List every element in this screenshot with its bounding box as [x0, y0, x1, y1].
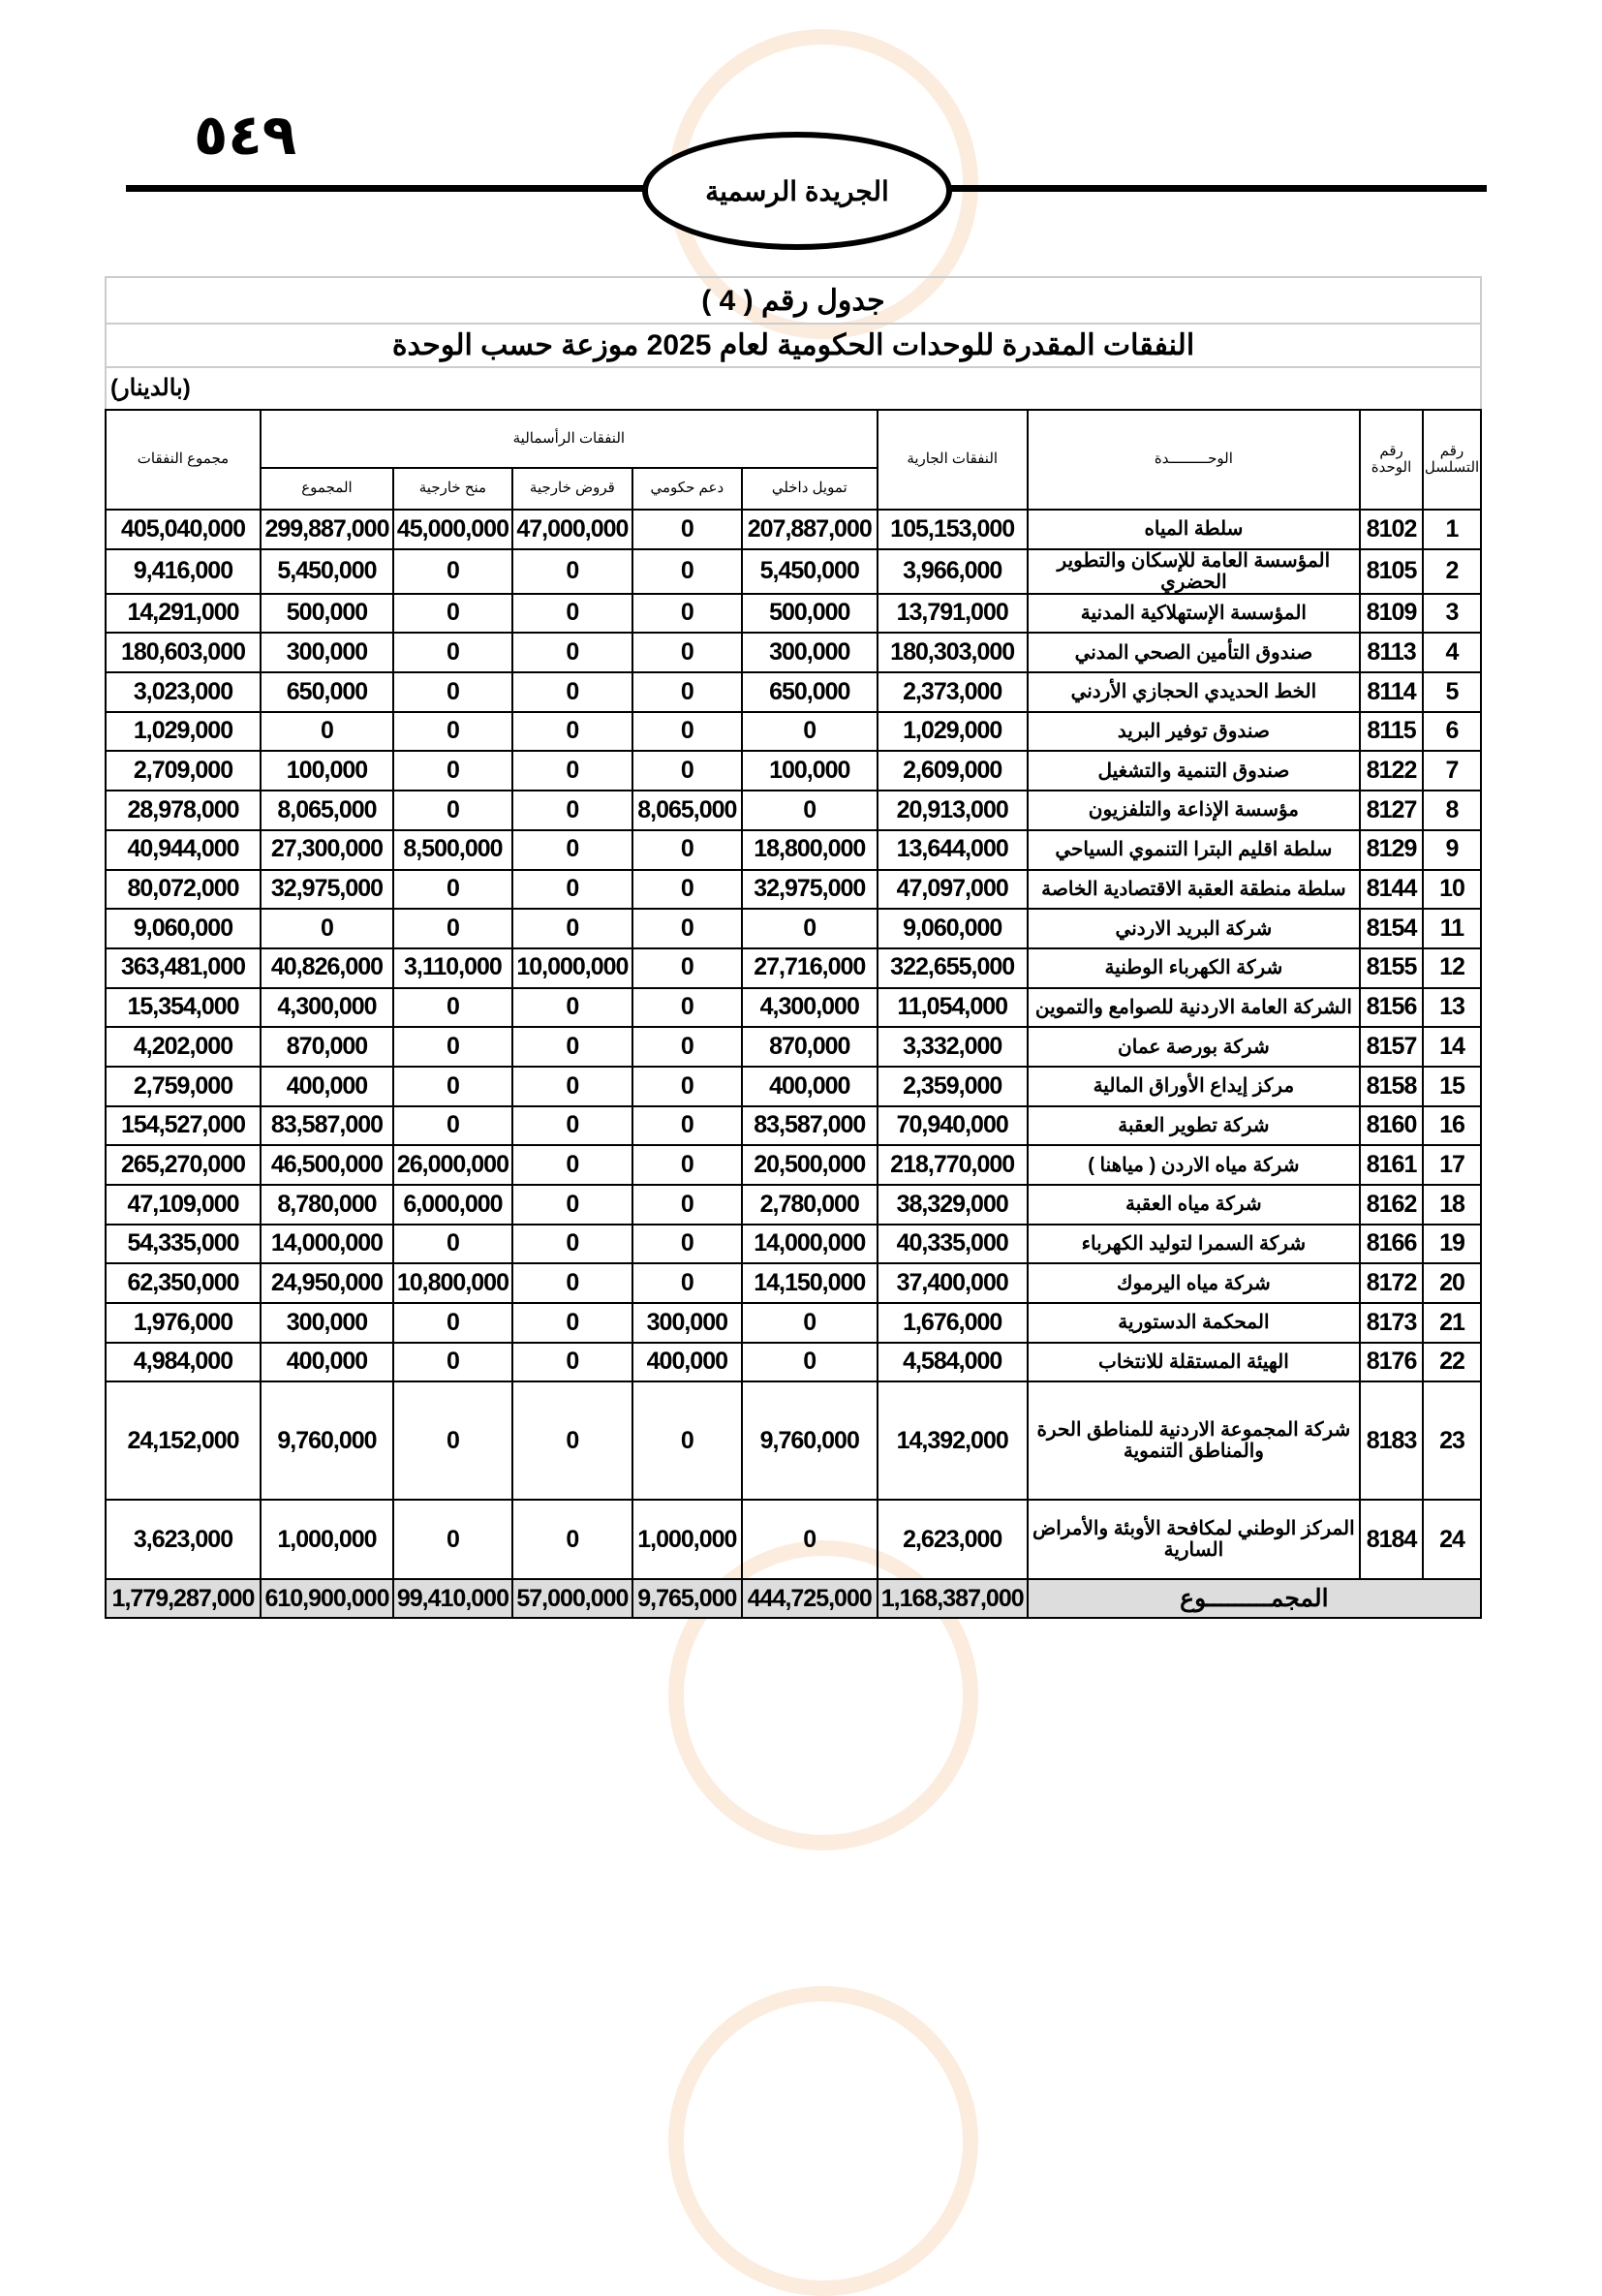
cell-unit-name: مركز إيداع الأوراق المالية: [1028, 1067, 1360, 1106]
cell-gov-support: 0: [632, 988, 742, 1028]
cell-total: 9,060,000: [106, 909, 261, 948]
cell-unit-name: المحكمة الدستورية: [1028, 1303, 1360, 1343]
header-foreign-loans: قروض خارجية: [512, 468, 632, 510]
cell-foreign-grants: 0: [393, 791, 512, 830]
header-total: مجموع النفقات: [106, 410, 261, 510]
cell-foreign-loans: 10,000,000: [512, 948, 632, 988]
totals-gov-support: 9,765,000: [632, 1579, 742, 1618]
cell-foreign-grants: 0: [393, 1027, 512, 1067]
cell-foreign-grants: 0: [393, 1343, 512, 1382]
cell-gov-support: 0: [632, 1106, 742, 1146]
cell-foreign-loans: 0: [512, 672, 632, 712]
expenditure-table: [105, 276, 1482, 1619]
cell-total: 363,481,000: [106, 948, 261, 988]
cell-foreign-grants: 26,000,000: [393, 1145, 512, 1185]
cell-current: 14,392,000: [878, 1381, 1028, 1500]
cell-gov-support: 0: [632, 1263, 742, 1303]
cell-cap-total: 299,887,000: [261, 510, 393, 549]
cell-domestic: 14,150,000: [742, 1263, 878, 1303]
cell-unit-name: شركة مياه العقبة: [1028, 1185, 1360, 1225]
cell-total: 2,759,000: [106, 1067, 261, 1106]
cell-foreign-grants: 0: [393, 1067, 512, 1106]
cell-cap-total: 400,000: [261, 1067, 393, 1106]
cell-current: 47,097,000: [878, 870, 1028, 910]
cell-foreign-loans: 0: [512, 988, 632, 1028]
cell-current: 218,770,000: [878, 1145, 1028, 1185]
cell-foreign-loans: 0: [512, 1225, 632, 1264]
cell-cap-total: 100,000: [261, 751, 393, 791]
cell-unit-no: 8102: [1360, 510, 1423, 549]
cell-serial: 9: [1423, 830, 1481, 870]
cell-current: 1,676,000: [878, 1303, 1028, 1343]
cell-cap-total: 24,950,000: [261, 1263, 393, 1303]
cell-gov-support: 0: [632, 672, 742, 712]
cell-foreign-grants: 0: [393, 1225, 512, 1264]
cell-foreign-grants: 0: [393, 909, 512, 948]
cell-domestic: 0: [742, 791, 878, 830]
cell-total: 3,023,000: [106, 672, 261, 712]
cell-serial: 13: [1423, 988, 1481, 1028]
page-number: ٥٤٩: [194, 102, 297, 168]
cell-total: 2,709,000: [106, 751, 261, 791]
cell-current: 322,655,000: [878, 948, 1028, 988]
cell-unit-no: 8162: [1360, 1185, 1423, 1225]
cell-domestic: 0: [742, 1343, 878, 1382]
cell-unit-no: 8156: [1360, 988, 1423, 1028]
cell-current: 20,913,000: [878, 791, 1028, 830]
cell-total: 154,527,000: [106, 1106, 261, 1146]
cell-foreign-loans: 0: [512, 1263, 632, 1303]
cell-domestic: 18,800,000: [742, 830, 878, 870]
table-row: [106, 633, 1481, 672]
cell-unit-no: 8172: [1360, 1263, 1423, 1303]
cell-serial: 14: [1423, 1027, 1481, 1067]
cell-domestic: 32,975,000: [742, 870, 878, 910]
cell-total: 62,350,000: [106, 1263, 261, 1303]
cell-serial: 18: [1423, 1185, 1481, 1225]
cell-unit-no: 8158: [1360, 1067, 1423, 1106]
cell-current: 3,332,000: [878, 1027, 1028, 1067]
cell-gov-support: 0: [632, 830, 742, 870]
header-current: النفقات الجارية: [878, 410, 1028, 510]
cell-unit-name: شركة المجموعة الاردنية للمناطق الحرة والمناطق التنموية: [1028, 1381, 1360, 1500]
cell-serial: 12: [1423, 948, 1481, 988]
cell-unit-no: 8173: [1360, 1303, 1423, 1343]
cell-current: 105,153,000: [878, 510, 1028, 549]
cell-foreign-grants: 0: [393, 1500, 512, 1579]
cell-unit-no: 8115: [1360, 712, 1423, 752]
cell-cap-total: 14,000,000: [261, 1225, 393, 1264]
cell-current: 37,400,000: [878, 1263, 1028, 1303]
cell-current: 40,335,000: [878, 1225, 1028, 1264]
table-row: [106, 988, 1481, 1028]
cell-current: 2,609,000: [878, 751, 1028, 791]
table-row: [106, 510, 1481, 549]
cell-serial: 5: [1423, 672, 1481, 712]
cell-foreign-grants: 10,800,000: [393, 1263, 512, 1303]
cell-serial: 11: [1423, 909, 1481, 948]
cell-foreign-loans: 0: [512, 594, 632, 634]
table-row: [106, 751, 1481, 791]
cell-gov-support: 0: [632, 712, 742, 752]
cell-current: 70,940,000: [878, 1106, 1028, 1146]
cell-unit-no: 8166: [1360, 1225, 1423, 1264]
cell-unit-name: الخط الحديدي الحجازي الأردني: [1028, 672, 1360, 712]
cell-serial: 4: [1423, 633, 1481, 672]
cell-cap-total: 5,450,000: [261, 549, 393, 594]
cell-unit-no: 8114: [1360, 672, 1423, 712]
cell-current: 2,359,000: [878, 1067, 1028, 1106]
cell-domestic: 14,000,000: [742, 1225, 878, 1264]
cell-gov-support: 1,000,000: [632, 1500, 742, 1579]
cell-total: 54,335,000: [106, 1225, 261, 1264]
cell-domestic: 20,500,000: [742, 1145, 878, 1185]
cell-foreign-loans: 0: [512, 1303, 632, 1343]
cell-serial: 19: [1423, 1225, 1481, 1264]
cell-unit-name: مؤسسة الإذاعة والتلفزيون: [1028, 791, 1360, 830]
cell-serial: 1: [1423, 510, 1481, 549]
cell-foreign-grants: 0: [393, 633, 512, 672]
header-capital: النفقات الرأسمالية: [261, 410, 878, 468]
cell-gov-support: 0: [632, 1225, 742, 1264]
cell-gov-support: 8,065,000: [632, 791, 742, 830]
cell-serial: 3: [1423, 594, 1481, 634]
cell-cap-total: 1,000,000: [261, 1500, 393, 1579]
table-row: [106, 1225, 1481, 1264]
cell-serial: 17: [1423, 1145, 1481, 1185]
cell-cap-total: 300,000: [261, 1303, 393, 1343]
cell-unit-name: صندوق التنمية والتشغيل: [1028, 751, 1360, 791]
watermark-clock: [668, 1986, 978, 2296]
cell-gov-support: 0: [632, 633, 742, 672]
cell-gov-support: 0: [632, 1185, 742, 1225]
cell-total: 180,603,000: [106, 633, 261, 672]
cell-gov-support: 0: [632, 510, 742, 549]
cell-unit-no: 8127: [1360, 791, 1423, 830]
cell-serial: 23: [1423, 1381, 1481, 1500]
table-row: [106, 1381, 1481, 1500]
cell-gov-support: 400,000: [632, 1343, 742, 1382]
cell-cap-total: 0: [261, 909, 393, 948]
cell-current: 38,329,000: [878, 1185, 1028, 1225]
cell-unit-name: سلطة اقليم البترا التنموي السياحي: [1028, 830, 1360, 870]
table-row: [106, 1263, 1481, 1303]
cell-serial: 6: [1423, 712, 1481, 752]
cell-serial: 22: [1423, 1343, 1481, 1382]
cell-domestic: 27,716,000: [742, 948, 878, 988]
totals-cap-total: 610,900,000: [261, 1579, 393, 1618]
totals-current: 1,168,387,000: [878, 1579, 1028, 1618]
cell-foreign-loans: 0: [512, 791, 632, 830]
table-row: [106, 909, 1481, 948]
cell-total: 4,202,000: [106, 1027, 261, 1067]
cell-current: 2,623,000: [878, 1500, 1028, 1579]
cell-cap-total: 46,500,000: [261, 1145, 393, 1185]
cell-unit-name: شركة تطوير العقبة: [1028, 1106, 1360, 1146]
cell-unit-no: 8113: [1360, 633, 1423, 672]
cell-gov-support: 0: [632, 594, 742, 634]
cell-cap-total: 0: [261, 712, 393, 752]
table-row: [106, 1500, 1481, 1579]
cell-total: 405,040,000: [106, 510, 261, 549]
cell-current: 13,791,000: [878, 594, 1028, 634]
cell-foreign-loans: 0: [512, 1185, 632, 1225]
cell-unit-no: 8154: [1360, 909, 1423, 948]
table-row: [106, 1343, 1481, 1382]
cell-unit-no: 8122: [1360, 751, 1423, 791]
cell-foreign-loans: 47,000,000: [512, 510, 632, 549]
cell-current: 11,054,000: [878, 988, 1028, 1028]
cell-foreign-loans: 0: [512, 1381, 632, 1500]
cell-unit-no: 8176: [1360, 1343, 1423, 1382]
cell-total: 9,416,000: [106, 549, 261, 594]
cell-foreign-loans: 0: [512, 1067, 632, 1106]
cell-foreign-grants: 3,110,000: [393, 948, 512, 988]
cell-unit-no: 8160: [1360, 1106, 1423, 1146]
currency-unit: (بالدينار): [106, 367, 1481, 410]
totals-total: 1,779,287,000: [106, 1579, 261, 1618]
cell-cap-total: 500,000: [261, 594, 393, 634]
cell-serial: 7: [1423, 751, 1481, 791]
cell-total: 24,152,000: [106, 1381, 261, 1500]
cell-domestic: 9,760,000: [742, 1381, 878, 1500]
cell-foreign-grants: 45,000,000: [393, 510, 512, 549]
table-title: النفقات المقدرة للوحدات الحكومية لعام 2025 موزعة حسب الوحدة: [106, 324, 1481, 367]
cell-serial: 2: [1423, 549, 1481, 594]
header-domestic: تمويل داخلي: [742, 468, 878, 510]
cell-gov-support: 0: [632, 1381, 742, 1500]
cell-domestic: 100,000: [742, 751, 878, 791]
cell-total: 1,976,000: [106, 1303, 261, 1343]
cell-cap-total: 400,000: [261, 1343, 393, 1382]
cell-unit-name: الشركة العامة الاردنية للصوامع والتموين: [1028, 988, 1360, 1028]
cell-current: 3,966,000: [878, 549, 1028, 594]
cell-unit-name: شركة مياه الاردن ( مياهنا ): [1028, 1145, 1360, 1185]
table-label: جدول رقم ( 4 ): [106, 277, 1481, 324]
cell-foreign-grants: 0: [393, 594, 512, 634]
cell-foreign-loans: 0: [512, 909, 632, 948]
cell-unit-name: سلطة المياه: [1028, 510, 1360, 549]
table-row: [106, 672, 1481, 712]
cell-unit-no: 8155: [1360, 948, 1423, 988]
cell-foreign-loans: 0: [512, 1500, 632, 1579]
cell-foreign-loans: 0: [512, 633, 632, 672]
cell-cap-total: 870,000: [261, 1027, 393, 1067]
cell-domestic: 5,450,000: [742, 549, 878, 594]
cell-unit-no: 8109: [1360, 594, 1423, 634]
table-row: [106, 1106, 1481, 1146]
cell-foreign-loans: 0: [512, 870, 632, 910]
cell-foreign-loans: 0: [512, 1145, 632, 1185]
cell-domestic: 0: [742, 1303, 878, 1343]
cell-domestic: 0: [742, 712, 878, 752]
cell-cap-total: 9,760,000: [261, 1381, 393, 1500]
cell-domestic: 500,000: [742, 594, 878, 634]
cell-cap-total: 8,780,000: [261, 1185, 393, 1225]
cell-foreign-loans: 0: [512, 712, 632, 752]
cell-gov-support: 0: [632, 549, 742, 594]
cell-unit-no: 8129: [1360, 830, 1423, 870]
cell-unit-name: المركز الوطني لمكافحة الأوبئة والأمراض السارية: [1028, 1500, 1360, 1579]
cell-unit-name: صندوق توفير البريد: [1028, 712, 1360, 752]
cell-foreign-grants: 0: [393, 672, 512, 712]
table-row: [106, 791, 1481, 830]
cell-unit-no: 8183: [1360, 1381, 1423, 1500]
cell-unit-name: شركة الكهرباء الوطنية: [1028, 948, 1360, 988]
cell-gov-support: 0: [632, 1027, 742, 1067]
table-row: [106, 870, 1481, 910]
cell-total: 28,978,000: [106, 791, 261, 830]
cell-cap-total: 32,975,000: [261, 870, 393, 910]
cell-foreign-grants: 0: [393, 549, 512, 594]
cell-total: 15,354,000: [106, 988, 261, 1028]
table-row: [106, 1303, 1481, 1343]
totals-label: المجمـــــــــوع: [1028, 1579, 1481, 1618]
table-row: [106, 1027, 1481, 1067]
cell-foreign-grants: 0: [393, 1106, 512, 1146]
totals-domestic: 444,725,000: [742, 1579, 878, 1618]
cell-total: 4,984,000: [106, 1343, 261, 1382]
cell-domestic: 0: [742, 909, 878, 948]
totals-foreign-loans: 57,000,000: [512, 1579, 632, 1618]
header-foreign-grants: منح خارجية: [393, 468, 512, 510]
cell-domestic: 2,780,000: [742, 1185, 878, 1225]
table-row: [106, 830, 1481, 870]
cell-foreign-grants: 0: [393, 1381, 512, 1500]
cell-foreign-loans: 0: [512, 1343, 632, 1382]
cell-serial: 21: [1423, 1303, 1481, 1343]
cell-domestic: 650,000: [742, 672, 878, 712]
header-unit-no: رقم الوحدة: [1360, 410, 1423, 510]
cell-foreign-grants: 8,500,000: [393, 830, 512, 870]
cell-total: 265,270,000: [106, 1145, 261, 1185]
table-row: [106, 712, 1481, 752]
table-row: [106, 594, 1481, 634]
cell-unit-no: 8184: [1360, 1500, 1423, 1579]
cell-unit-name: سلطة منطقة العقبة الاقتصادية الخاصة: [1028, 870, 1360, 910]
cell-cap-total: 8,065,000: [261, 791, 393, 830]
cell-domestic: 300,000: [742, 633, 878, 672]
cell-foreign-loans: 0: [512, 830, 632, 870]
cell-serial: 10: [1423, 870, 1481, 910]
cell-serial: 15: [1423, 1067, 1481, 1106]
cell-serial: 8: [1423, 791, 1481, 830]
cell-current: 1,029,000: [878, 712, 1028, 752]
cell-current: 9,060,000: [878, 909, 1028, 948]
header-unit: الوحـــــــــدة: [1028, 410, 1360, 510]
cell-cap-total: 40,826,000: [261, 948, 393, 988]
cell-domestic: 4,300,000: [742, 988, 878, 1028]
cell-foreign-loans: 0: [512, 751, 632, 791]
cell-unit-name: المؤسسة الإستهلاكية المدنية: [1028, 594, 1360, 634]
cell-foreign-grants: 0: [393, 988, 512, 1028]
cell-foreign-loans: 0: [512, 1106, 632, 1146]
table-row: [106, 1185, 1481, 1225]
cell-foreign-loans: 0: [512, 1027, 632, 1067]
cell-foreign-grants: 0: [393, 870, 512, 910]
gazette-title: الجريدة الرسمية: [642, 132, 952, 250]
cell-foreign-loans: 0: [512, 549, 632, 594]
cell-domestic: 207,887,000: [742, 510, 878, 549]
cell-total: 1,029,000: [106, 712, 261, 752]
cell-unit-no: 8144: [1360, 870, 1423, 910]
header-serial: رقم التسلسل: [1423, 410, 1481, 510]
cell-current: 2,373,000: [878, 672, 1028, 712]
cell-unit-no: 8157: [1360, 1027, 1423, 1067]
cell-unit-no: 8105: [1360, 549, 1423, 594]
table-row: [106, 948, 1481, 988]
table-row: [106, 1145, 1481, 1185]
cell-unit-name: صندوق التأمين الصحي المدني: [1028, 633, 1360, 672]
cell-foreign-grants: 0: [393, 712, 512, 752]
cell-cap-total: 27,300,000: [261, 830, 393, 870]
cell-gov-support: 0: [632, 948, 742, 988]
cell-total: 14,291,000: [106, 594, 261, 634]
cell-cap-total: 83,587,000: [261, 1106, 393, 1146]
cell-gov-support: 0: [632, 751, 742, 791]
header-gov-support: دعم حكومي: [632, 468, 742, 510]
header-cap-total: المجموع: [261, 468, 393, 510]
table-row: [106, 549, 1481, 594]
cell-serial: 24: [1423, 1500, 1481, 1579]
totals-row: [106, 1579, 1481, 1618]
cell-current: 13,644,000: [878, 830, 1028, 870]
cell-unit-name: شركة بورصة عمان: [1028, 1027, 1360, 1067]
cell-current: 4,584,000: [878, 1343, 1028, 1382]
cell-total: 80,072,000: [106, 870, 261, 910]
cell-total: 40,944,000: [106, 830, 261, 870]
cell-domestic: 870,000: [742, 1027, 878, 1067]
cell-unit-name: شركة مياه اليرموك: [1028, 1263, 1360, 1303]
cell-domestic: 400,000: [742, 1067, 878, 1106]
cell-current: 180,303,000: [878, 633, 1028, 672]
cell-unit-name: شركة السمرا لتوليد الكهرباء: [1028, 1225, 1360, 1264]
cell-serial: 16: [1423, 1106, 1481, 1146]
cell-unit-name: شركة البريد الاردني: [1028, 909, 1360, 948]
cell-gov-support: 0: [632, 870, 742, 910]
cell-total: 3,623,000: [106, 1500, 261, 1579]
cell-gov-support: 300,000: [632, 1303, 742, 1343]
cell-gov-support: 0: [632, 1067, 742, 1106]
cell-gov-support: 0: [632, 1145, 742, 1185]
cell-domestic: 0: [742, 1500, 878, 1579]
cell-foreign-grants: 0: [393, 751, 512, 791]
cell-cap-total: 300,000: [261, 633, 393, 672]
cell-serial: 20: [1423, 1263, 1481, 1303]
cell-unit-no: 8161: [1360, 1145, 1423, 1185]
cell-unit-name: الهيئة المستقلة للانتخاب: [1028, 1343, 1360, 1382]
cell-cap-total: 650,000: [261, 672, 393, 712]
cell-foreign-grants: 0: [393, 1303, 512, 1343]
cell-foreign-grants: 6,000,000: [393, 1185, 512, 1225]
cell-unit-name: المؤسسة العامة للإسكان والتطوير الحضري: [1028, 549, 1360, 594]
cell-cap-total: 4,300,000: [261, 988, 393, 1028]
table-row: [106, 1067, 1481, 1106]
totals-foreign-grants: 99,410,000: [393, 1579, 512, 1618]
cell-total: 47,109,000: [106, 1185, 261, 1225]
cell-domestic: 83,587,000: [742, 1106, 878, 1146]
cell-gov-support: 0: [632, 909, 742, 948]
